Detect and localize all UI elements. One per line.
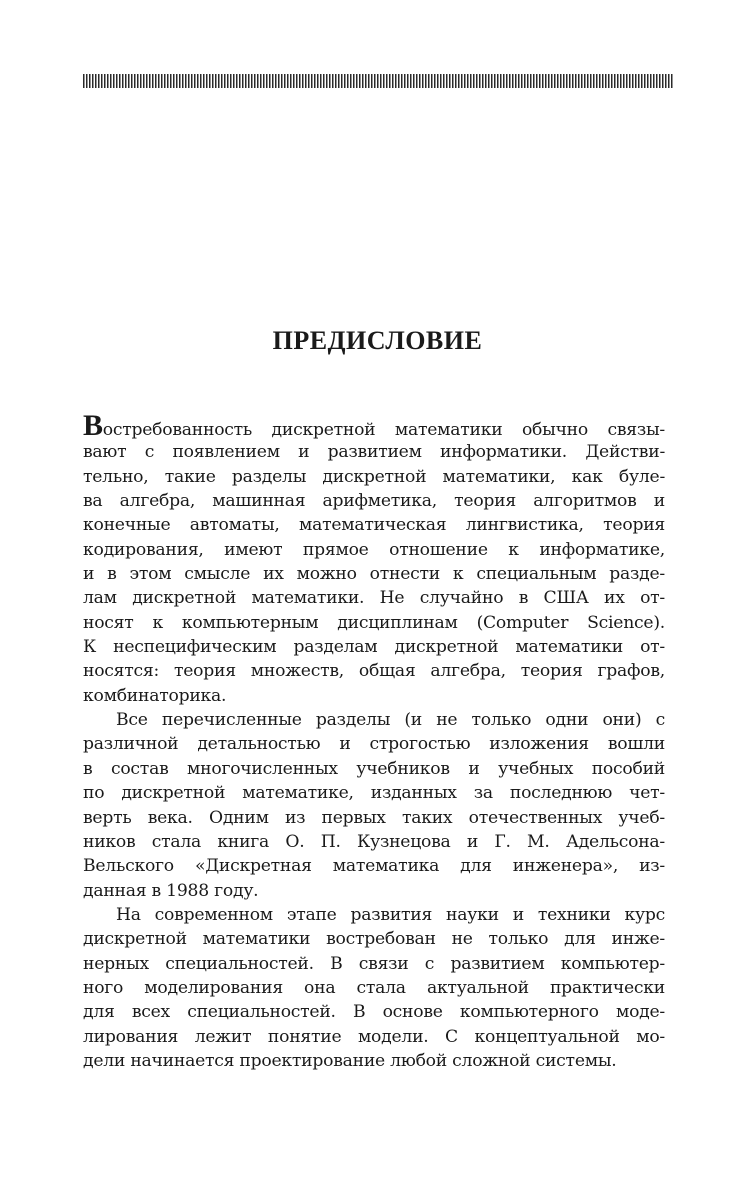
text-line: в состав многочисленных учебников и учебных пособий: [83, 758, 665, 779]
text-line: ва алгебра, машинная арифметика, теория алгоритмов и: [83, 491, 665, 512]
paragraph-3: [83, 903, 665, 1073]
text-line: К неспецифическим разделам дискретной математики от-: [83, 637, 665, 658]
text-line: На современном этапе развития науки и техники курс: [116, 904, 665, 925]
text-line: кодирования, имеют прямое отношение к информатике,: [83, 539, 665, 560]
text-line: комбинаторика.: [83, 685, 227, 706]
text-line: лам дискретной математики. Не случайно в США их от-: [83, 588, 665, 609]
text-line: Вельского «Дискретная математика для инженера», из-: [83, 856, 665, 877]
text-line: для всех специальностей. В основе компьютерного моде-: [83, 1002, 665, 1023]
paragraph-2: [83, 708, 665, 903]
text-line: ников стала книга О. П. Кузнецова и Г. М. Адельсона-: [83, 831, 665, 852]
preface-body: [83, 409, 665, 1073]
text-line: Востребованность дискретной математики обычно связы-: [83, 409, 665, 442]
text-line: вают с появлением и развитием информатики. Действи-: [83, 442, 665, 463]
text-line: лирования лежит понятие модели. С концептуальной мо-: [83, 1026, 665, 1047]
drop-cap: В: [83, 409, 103, 442]
text-line: различной детальностью и строгостью изложения вошли: [83, 734, 665, 755]
text-line: носят к компьютерным дисциплинам (Computer Science).: [83, 612, 665, 633]
text-line: Все перечисленные разделы (и не только одни они) с: [116, 710, 665, 731]
text-line: данная в 1988 году.: [83, 880, 259, 901]
text-line: конечные автоматы, математическая лингвистика, теория: [83, 515, 665, 536]
paragraph-1: [83, 409, 665, 708]
text-line: и в этом смысле их можно отнести к специальным разде-: [83, 564, 665, 585]
text-line: ного моделирования она стала актуальной практически: [83, 977, 665, 998]
text-line: носятся: теория множеств, общая алгебра, теория графов,: [83, 661, 665, 682]
text-line: по дискретной математике, изданных за последнюю чет-: [83, 783, 665, 804]
text-line: дискретной математики востребован не только для инже-: [83, 929, 665, 950]
text-line: тельно, такие разделы дискретной математики, как буле-: [83, 466, 665, 487]
page-title: ПРЕДИСЛОВИЕ: [272, 326, 483, 355]
text-line: дели начинается проектирование любой сложной системы.: [83, 1050, 617, 1071]
text-line: верть века. Одним из первых таких отечественных учеб-: [83, 807, 665, 828]
text-line: нерных специальностей. В связи с развитием компьютер-: [83, 953, 665, 974]
header-rule: [83, 74, 673, 88]
